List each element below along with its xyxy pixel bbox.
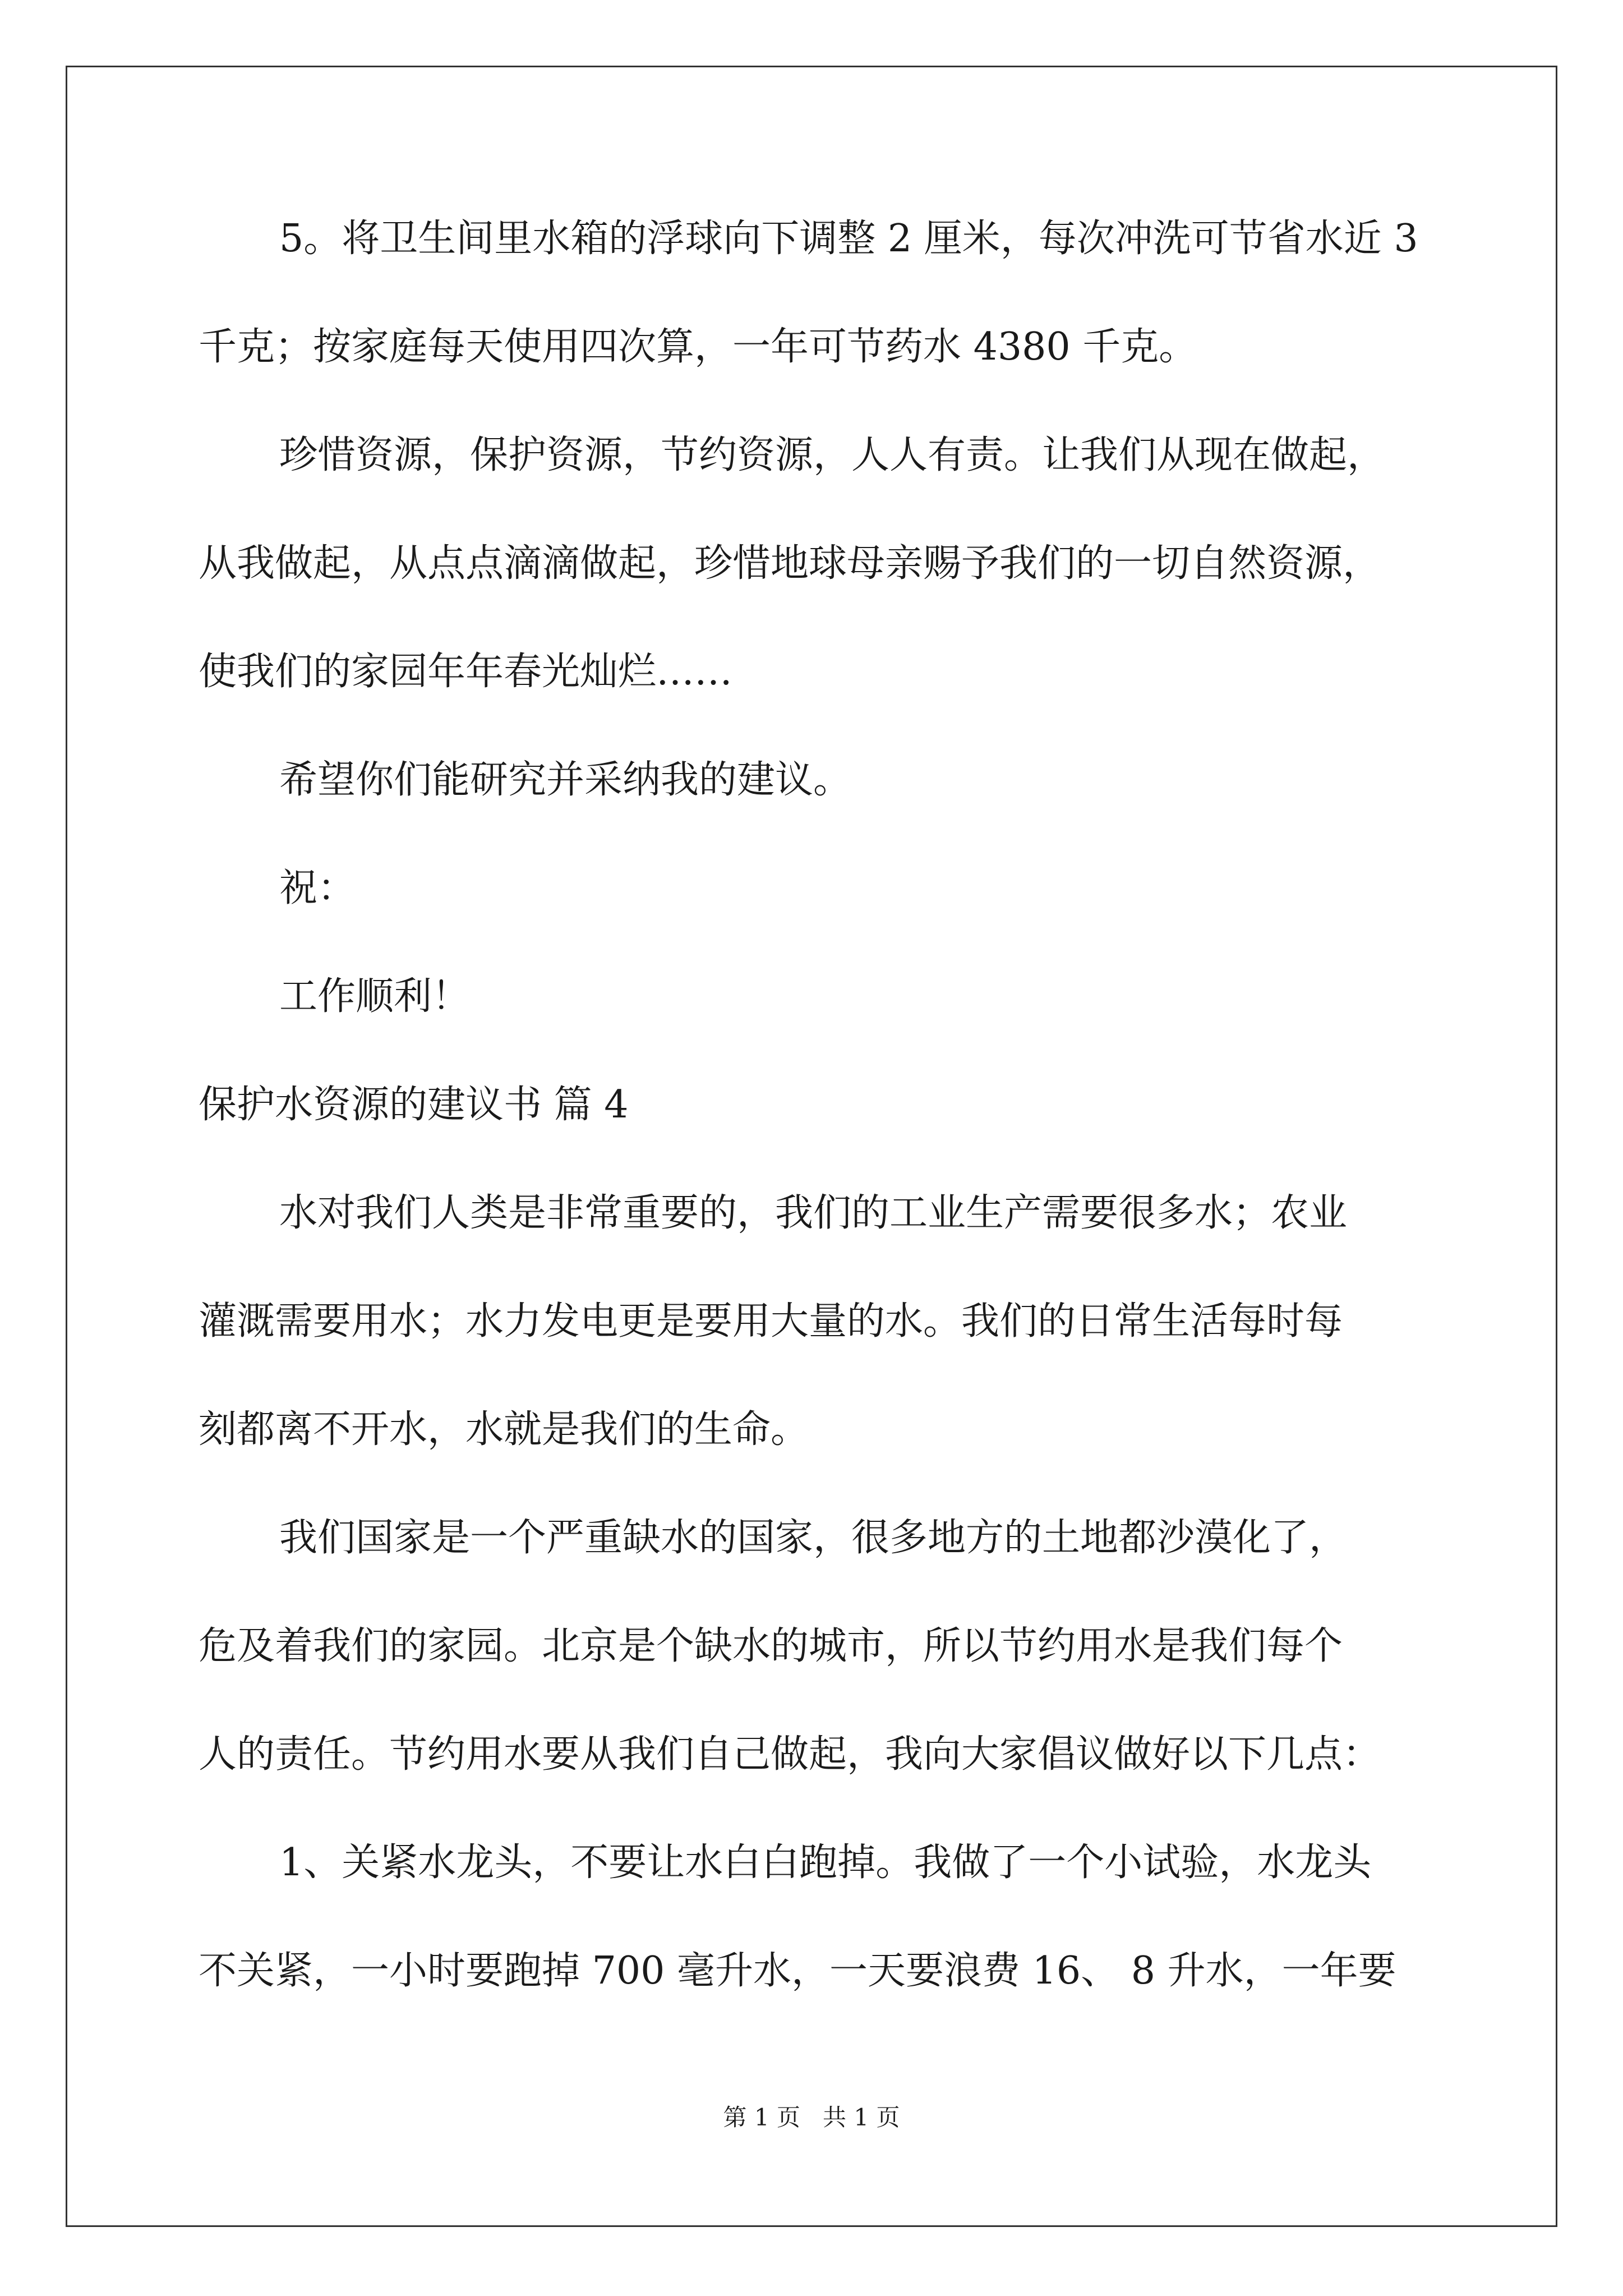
section-heading: 保护水资源的建议书 篇 4 (199, 1083, 629, 1127)
paragraph-line: 5。将卫生间里水箱的浮球向下调整 2 厘米，每次冲洗可节省水近 3 (279, 217, 1418, 261)
paragraph-line: 使我们的家园年年春光灿烂…… (199, 650, 733, 694)
paragraph-line: 祝： (279, 866, 356, 910)
paragraph-line: 珍惜资源，保护资源，节约资源，人人有责。让我们从现在做起， (279, 433, 1386, 477)
paragraph-line: 我们国家是一个严重缺水的国家，很多地方的土地都沙漠化了， (279, 1516, 1348, 1560)
paragraph-line: 从我做起，从点点滴滴做起，珍惜地球母亲赐予我们的一切自然资源， (199, 541, 1381, 586)
paragraph-line: 危及着我们的家园。北京是个缺水的城市，所以节约用水是我们每个 (199, 1624, 1343, 1668)
paragraph-line: 人的责任。节约用水要从我们自己做起，我向大家倡议做好以下几点： (199, 1732, 1381, 1777)
paragraph-line: 水对我们人类是非常重要的，我们的工业生产需要很多水；农业 (279, 1191, 1348, 1235)
paragraph-line: 工作顺利！ (279, 974, 471, 1019)
paragraph-line: 希望你们能研究并采纳我的建议。 (279, 758, 852, 802)
paragraph-line: 1、关紧水龙头，不要让水白白跑掉。我做了一个小试验，水龙头 (279, 1841, 1372, 1885)
page-frame (66, 66, 1557, 2227)
paragraph-line: 灌溉需要用水；水力发电更是要用大量的水。我们的日常生活每时每 (199, 1299, 1343, 1343)
page-number-footer: 第 1 页 共 1 页 (723, 2104, 900, 2131)
paragraph-line: 千克；按家庭每天使用四次算，一年可节药水 4380 千克。 (199, 325, 1197, 369)
paragraph-line: 不关紧，一小时要跑掉 700 毫升水，一天要浪费 16、 8 升水，一年要 (199, 1949, 1396, 1993)
paragraph-line: 刻都离不开水，水就是我们的生命。 (199, 1407, 809, 1452)
